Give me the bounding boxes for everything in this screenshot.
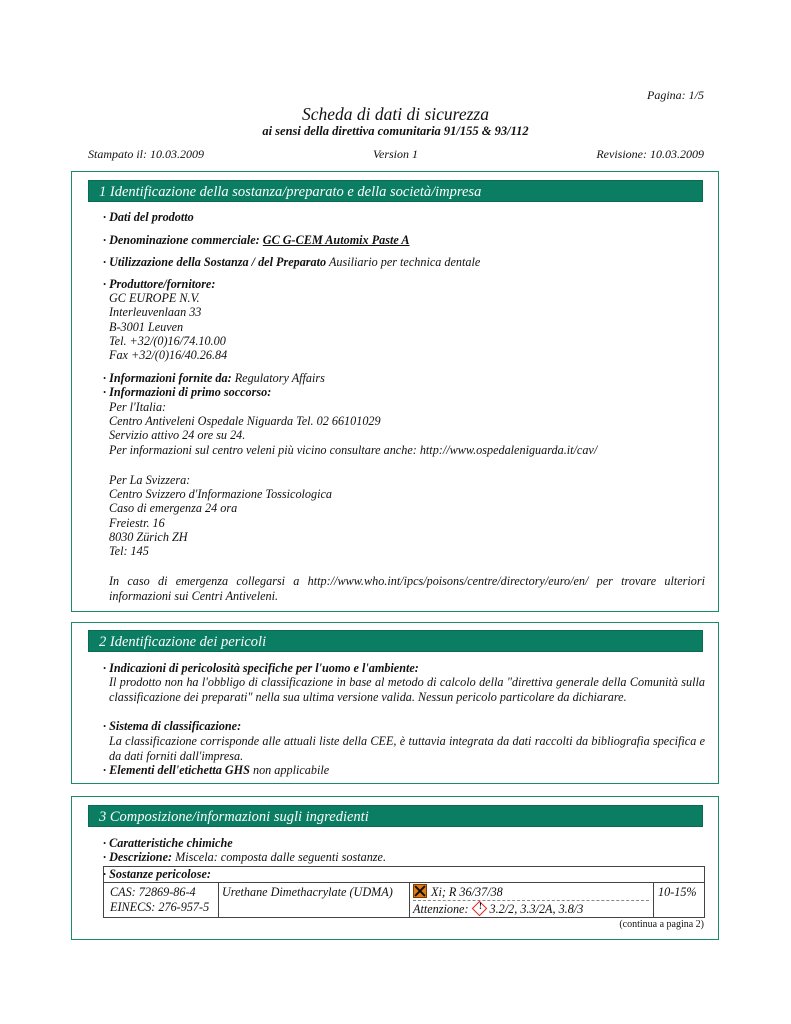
ghs-value: non applicabile [252,763,330,777]
producer-line: B-3001 Leuven [109,320,184,334]
classification-cell [413,884,503,900]
description-value: Miscela: composta dalle seguenti sostanze. [175,850,386,864]
use-value: Ausiliario per technica dentale [328,255,481,269]
continued-note: (continua a pagina 2) [619,919,704,930]
ghs-label: · Elementi dell'etichetta GHS [103,763,250,777]
producer-label: · Produttore/fornitore: [103,277,216,291]
table-col-divider [653,882,654,918]
trade-name-label: · Denominazione commerciale: [103,233,260,247]
section-1-heading: 1 Identificazione della sostanza/preparato e della società/impresa [88,180,703,202]
section-3-heading: 3 Composizione/informazioni sugli ingredienti [88,805,703,827]
version-label: Version 1 [373,147,418,161]
ghs-codes: 3.2/2, 3.3/2A, 3.8/3 [489,902,584,916]
cas-number: CAS: 72869-86-4 [110,885,196,899]
table-bottom-border [103,917,704,918]
producer-line: Interleuvenlaan 33 [109,305,202,319]
table-right-border [704,866,705,918]
classification-value: Xi; R 36/37/38 [431,885,503,899]
table-left-border [103,866,104,918]
ghs-prefix: Attenzione: [413,902,469,916]
italy-link-line: Per informazioni sul centro veleni più vicino consultare anche: http://www.ospedaleniguarda.it/cav/ [109,443,598,457]
exclamation-mark: ! [478,901,482,912]
irritant-hazard-icon [413,884,427,898]
swiss-line: Freiestr. 16 [109,516,165,530]
classification-system-label: · Sistema di classificazione: [103,719,242,733]
use-label: · Utilizzazione della Sostanza / del Preparato [103,255,327,269]
document-subtitle: ai sensi della direttiva comunitaria 91/155 & 93/112 [262,124,529,138]
italy-line: Per l'Italia: [109,400,167,414]
info-value: Regulatory Affairs [234,371,325,385]
italy-line: Servizio attivo 24 ore su 24. [109,428,246,442]
description-row [103,850,386,865]
substance-name: Urethane Dimethacrylate (UDMA) [222,885,393,899]
dashed-divider [413,900,649,901]
hazard-label: · Indicazioni di pericolosità specifiche per l'uomo e l'ambiente: [103,661,419,675]
product-data-label: · Dati del prodotto [103,210,194,224]
producer-phone: Tel. +32/(0)16/74.10.00 [109,334,226,348]
classification-system-text: La classificazione corrisponde alle attuali liste della CEE, è tuttavia integrata da dati raccolti da bibliografia specifica e da dati forniti dall'impresa. [109,734,705,763]
page-number: Pagina: 1/5 [647,88,704,102]
swiss-line: 8030 Zürich ZH [109,530,188,544]
table-col-divider [218,882,219,918]
revision-date: Revisione: 10.03.2009 [596,147,704,161]
printed-date: Stampato il: 10.03.2009 [88,147,204,161]
trade-name-value: GC G-CEM Automix Paste A [262,233,410,247]
einecs-number: EINECS: 276-957-5 [110,900,210,914]
info-label: · Informazioni fornite da: [103,371,232,385]
swiss-line: Tel: 145 [109,544,149,558]
document-title: Scheda di dati di sicurezza [302,104,489,124]
use-row [103,255,480,270]
hazard-text: Il prodotto non ha l'obbligo di classificazione in base al metodo di calcolo della "direttiva generale della Comunità sulla classificazione dei preparati" nella sua ultima versione valida. Nessun pericolo particolare da dichiarare. [109,675,705,704]
table-header-border [103,882,704,883]
trade-name-row [103,233,410,248]
swiss-line: Per La Svizzera: [109,473,191,487]
exclamation-ghs-icon [471,901,487,917]
info-row [103,371,325,386]
ghs-classification-cell [413,902,583,917]
section-2-heading: 2 Identificazione dei pericoli [88,630,703,652]
ghs-row [103,763,329,778]
first-aid-label: · Informazioni di primo soccorso: [103,385,272,399]
producer-line: GC EUROPE N.V. [109,291,200,305]
italy-line: Centro Antiveleni Ospedale Niguarda Tel. 02 66101029 [109,414,381,428]
table-col-divider [409,882,410,918]
swiss-line: Caso di emergenza 24 ora [109,501,238,515]
emergency-text: In caso di emergenza collegarsi a http://www.who.int/ipcs/poisons/centre/directory/euro/en/ per trovare ulteriori informazioni sui Centri Antiveleni. [109,574,705,603]
concentration-percent: 10-15% [658,885,697,899]
dangerous-substances-label: · Sostanze pericolose: [103,867,211,881]
chemical-characteristics-label: · Caratteristiche chimiche [103,836,233,850]
swiss-line: Centro Svizzero d'Informazione Tossicologica [109,487,332,501]
producer-fax: Fax +32/(0)16/40.26.84 [109,348,228,362]
description-label: · Descrizione: [103,850,173,864]
